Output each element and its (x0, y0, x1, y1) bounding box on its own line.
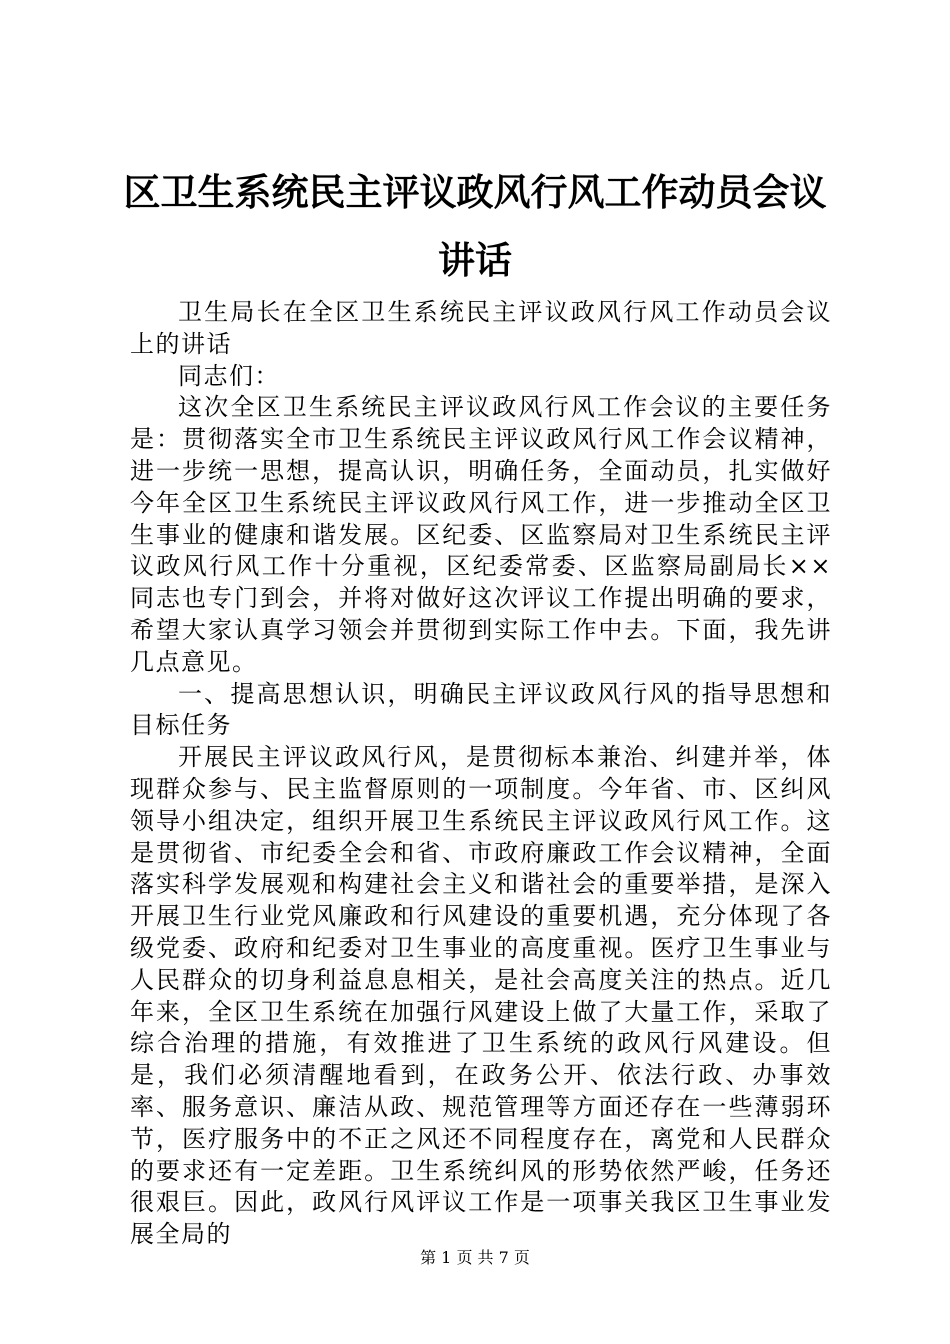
section-heading: 一、提高思想认识，明确民主评议政风行风的指导思想和目标任务 (130, 679, 832, 740)
subtitle-paragraph: 卫生局长在全区卫生系统民主评议政风行风工作动员会议上的讲话 (130, 298, 832, 358)
body-paragraph: 这次全区卫生系统民主评议政风行风工作会议的主要任务是：贯彻落实全市卫生系统民主评议政风行风工作会议精神，进一步统一思想，提高认识，明确任务，全面动员，扎实做好今年全区卫生系统民主评议政风行风工作，进一步推动全区卫生事业的健康和谐发展。区纪委、区监察局对卫生系统民主评议政风行风工作十分重视，区纪委常委、区监察局副局长××同志也专门到会，并将对做好这次评议工作提出明确的要求，希望大家认真学习领会并贯彻到实际工作中去。下面，我先讲几点意见。 (130, 393, 832, 676)
body-paragraph: 开展民主评议政风行风，是贯彻标本兼治、纠建并举，体现群众参与、民主监督原则的一项制度。今年省、市、区纠风领导小组决定，组织开展卫生系统民主评议政风行风工作。这是贯彻省、市纪委全会和省、市政府廉政工作会议精神，全面落实科学发展观和构建社会主义和谐社会的重要举措，是深入开展卫生行业党风廉政和行风建设的重要机遇，充分体现了各级党委、政府和纪委对卫生事业的高度重视。医疗卫生事业与人民群众的切身利益息息相关，是社会高度关注的热点。近几年来，全区卫生系统在加强行风建设上做了大量工作，采取了综合治理的措施，有效推进了卫生系统的政风行风建设。但是，我们必须清醒地看到，在政务公开、依法行政、办事效率、服务意识、廉洁从政、规范管理等方面还存在一些薄弱环节，医疗服务中的不正之风还不同程度存在，离党和人民群众的要求还有一定差距。卫生系统纠风的形势依然严峻，任务还很艰巨。因此，政风行风评议工作是一项事关我区卫生事业发展全局的 (130, 743, 832, 1249)
document-body (130, 297, 832, 1251)
document-title: 区卫生系统民主评议政风行风工作动员会议讲话 (123, 170, 827, 282)
salutation-paragraph: 同志们： (178, 361, 280, 390)
page-number-footer: 第 1 页 共 7 页 (420, 1248, 530, 1267)
